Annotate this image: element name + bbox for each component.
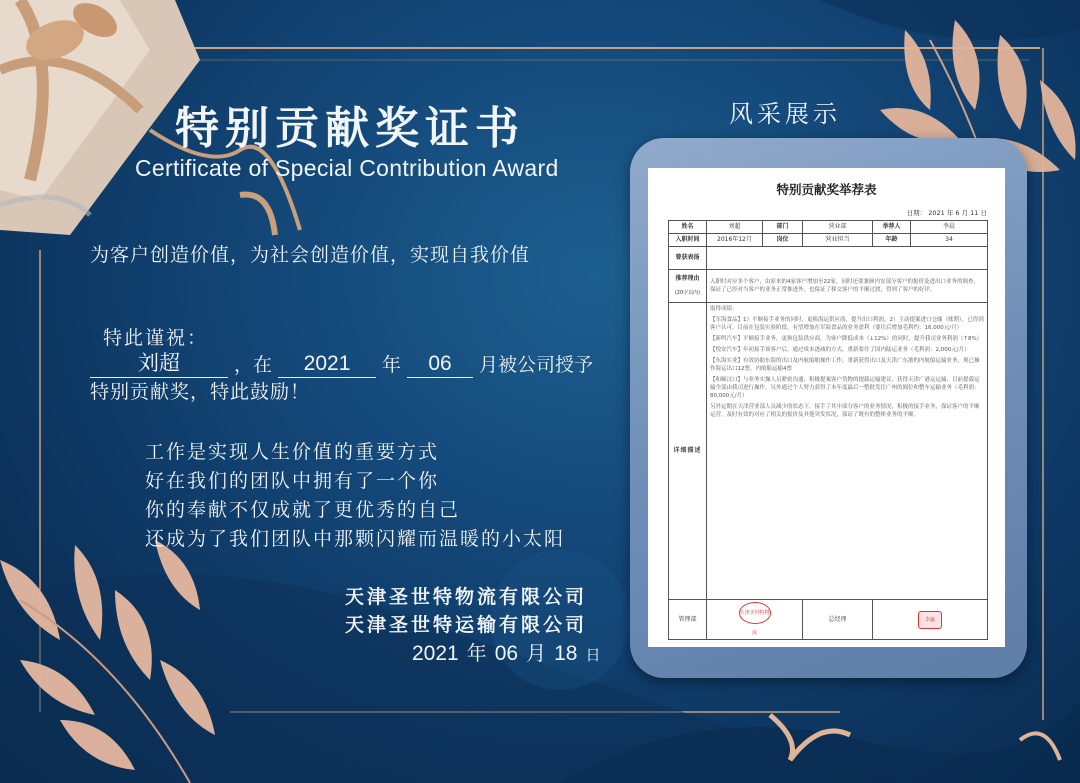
value-recommender: 李晨 (911, 221, 988, 234)
form-row-detail (669, 303, 988, 600)
award-month: 06 (407, 351, 473, 378)
value-honors (707, 247, 988, 270)
issue-month-unit: 月 (526, 641, 547, 665)
signature-stamp: 李赢 (918, 611, 942, 629)
label-hire-date: 入职时间 (669, 234, 707, 247)
label-reason (669, 270, 707, 303)
certificate-title-en: Certificate of Special Contribution Award (135, 155, 559, 181)
detail-item: 【悦安汽车】年初接手该客户后，通过成本逐减的方式，重新要往了国内陆运业务（毛利润：2,000元/月） (710, 347, 970, 353)
recipient-name: 刘超 (90, 351, 228, 378)
value-name: 刘超 (707, 221, 763, 234)
form-title: 特别贡献奖举荐表 (776, 182, 877, 197)
issue-month: 06 (494, 642, 519, 665)
label-recommender: 举荐人 (873, 221, 911, 234)
detail-item: 【军海食品】1）平顺接手业务的同时，更换海运供应商，提升出口利润。2）主动提案进口仓储（账期），已得到客户认可，目前在包装实验阶段，有望增加在军海食品的业务盈利（要往后增加毛利约：16,000元/月） (710, 317, 984, 331)
label-age: 年龄 (873, 234, 911, 247)
poem-line-1: 工作是实现人生价值的重要方式 (145, 441, 440, 463)
label-name: 姓名 (669, 221, 707, 234)
reason-label-text: 推荐理由 (675, 275, 700, 282)
company-name-2: 天津圣世特运输有限公司 (345, 614, 588, 636)
form-row-reason (669, 270, 988, 303)
value-position: 营业担当 (803, 234, 873, 247)
label-honors: 曾获表扬 (669, 247, 707, 270)
form-row-approval (669, 600, 988, 640)
detail-item: 【和颐汉口】与业务实操人员紧密沟通，积极提案客户货物的提载运输建议，获得天津广港运运输，目前提载运输全部由我司进行操作，另外通过个人努力获得了本年度最后一整批发往广州的圆位和整车运输业务（毛利润：80,000元/月） (710, 377, 980, 399)
award-line: 特别贡献奖，特此鼓励！ (90, 381, 311, 403)
issue-day: 18 (554, 642, 578, 665)
poem-line-4: 还成为了我们团队中那颗闪耀而温暖的小太阳 (145, 528, 566, 550)
form-row-honors (669, 247, 988, 270)
nomination-form (648, 168, 1005, 647)
label-approver: 管理部 (669, 600, 707, 640)
label-department: 部门 (763, 221, 803, 234)
ceo-signature-cell (873, 600, 988, 640)
issue-year-unit: 年 (466, 641, 487, 665)
text-year-unit: 年 (382, 354, 402, 376)
text-month-suffix: 月被公司授予 (479, 354, 594, 376)
value-reason: 入职时对应多个客户，由原来的4家客户增加至22家，同时还要兼顾内安部分客户的报价及进出口业务的调查，保证了已经对当客户的业务正常推进外，也保证了移交客户的平顺过渡，得到了客户的好评。 (707, 270, 988, 303)
form-row-basic (669, 221, 988, 234)
certificate-title-cn: 特别贡献奖证书 (175, 103, 525, 154)
detail-item: 【东海实业】有效协助东海的出口及内航船舶操作工作，重新获得出口及天津广东港的内航船运输业务，现已操作海运出口12票，内航船运输4票 (710, 358, 980, 372)
form-table (668, 220, 988, 640)
value-detail (707, 303, 988, 600)
award-sentence (90, 348, 599, 378)
showcase-title: 风采展示 (729, 100, 841, 128)
reason-label-sub: (20字以内) (674, 290, 701, 296)
company-name-1: 天津圣世特物流有限公司 (345, 586, 588, 608)
detail-item: 另外运期在天津营业部人员减少的状态下，接手了其中部分客户的业务情况，积极的接手业务，保证客户的平顺运营，及时有效的对应了相关的报价及其他突发状况，保证了既有的整体业务的平顺。 (710, 404, 980, 418)
poem-line-2: 好在我们的团队中拥有了一个你 (145, 470, 440, 492)
issue-day-unit: 日 (585, 646, 601, 664)
poem-line-3: 你的奉献不仅成就了更优秀的自己 (145, 499, 461, 521)
issue-year: 2021 (412, 642, 459, 665)
issue-date (412, 637, 600, 666)
form-row-job (669, 234, 988, 247)
company-stamp: 天津圣世特物流 (739, 602, 771, 624)
tablet-frame (630, 138, 1027, 678)
detail-item: 取得成绩： (710, 306, 738, 312)
value-age: 34 (911, 234, 988, 247)
award-year: 2021 (278, 351, 376, 378)
value-department: 营业部 (803, 221, 873, 234)
slogan: 为客户创造价值，为社会创造价值，实现自我价值 (90, 244, 531, 266)
label-detail: 详细描述 (669, 303, 707, 600)
label-position: 岗位 (763, 234, 803, 247)
value-hire-date: 2016年12月 (707, 234, 763, 247)
text-comma-at: ，在 (234, 354, 273, 376)
approver-stamp-cell (707, 600, 803, 640)
label-ceo: 总经理 (803, 600, 873, 640)
detail-item: 【新鸣汽车】平顺接手业务，更换包装供应商，为客户降低成本（↓12%）的同时，提升我司业务利润（↑8%） (710, 336, 983, 342)
form-date: 日期： 2021 年 6 月 11 日 (906, 209, 987, 217)
greeting: 特此谨祝： (103, 327, 209, 349)
